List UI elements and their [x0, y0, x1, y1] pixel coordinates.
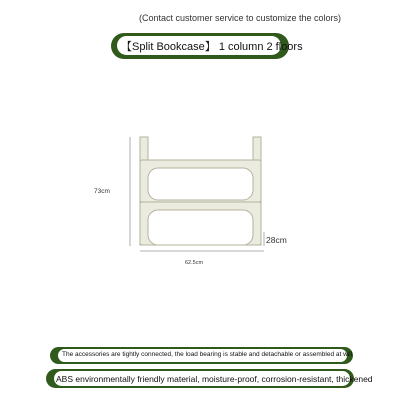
product-title: 【Split Bookcase】 1 column 2 floors — [121, 41, 303, 53]
customize-note: (Contact customer service to customize the colors) — [138, 13, 342, 23]
lower-shelf-opening — [148, 210, 253, 245]
feature-text-2: ABS environmentally friendly material, moisture-proof, corrosion-resistant, thickened — [56, 374, 373, 384]
depth-label: 28cm — [266, 235, 287, 245]
width-label: 62.5cm — [185, 260, 204, 266]
feature-text-1: The accessories are tightly connected, the load bearing is stable and detachable or assembled at will — [62, 351, 353, 358]
upper-shelf-opening — [148, 168, 253, 200]
height-label: 73cm — [94, 188, 110, 195]
